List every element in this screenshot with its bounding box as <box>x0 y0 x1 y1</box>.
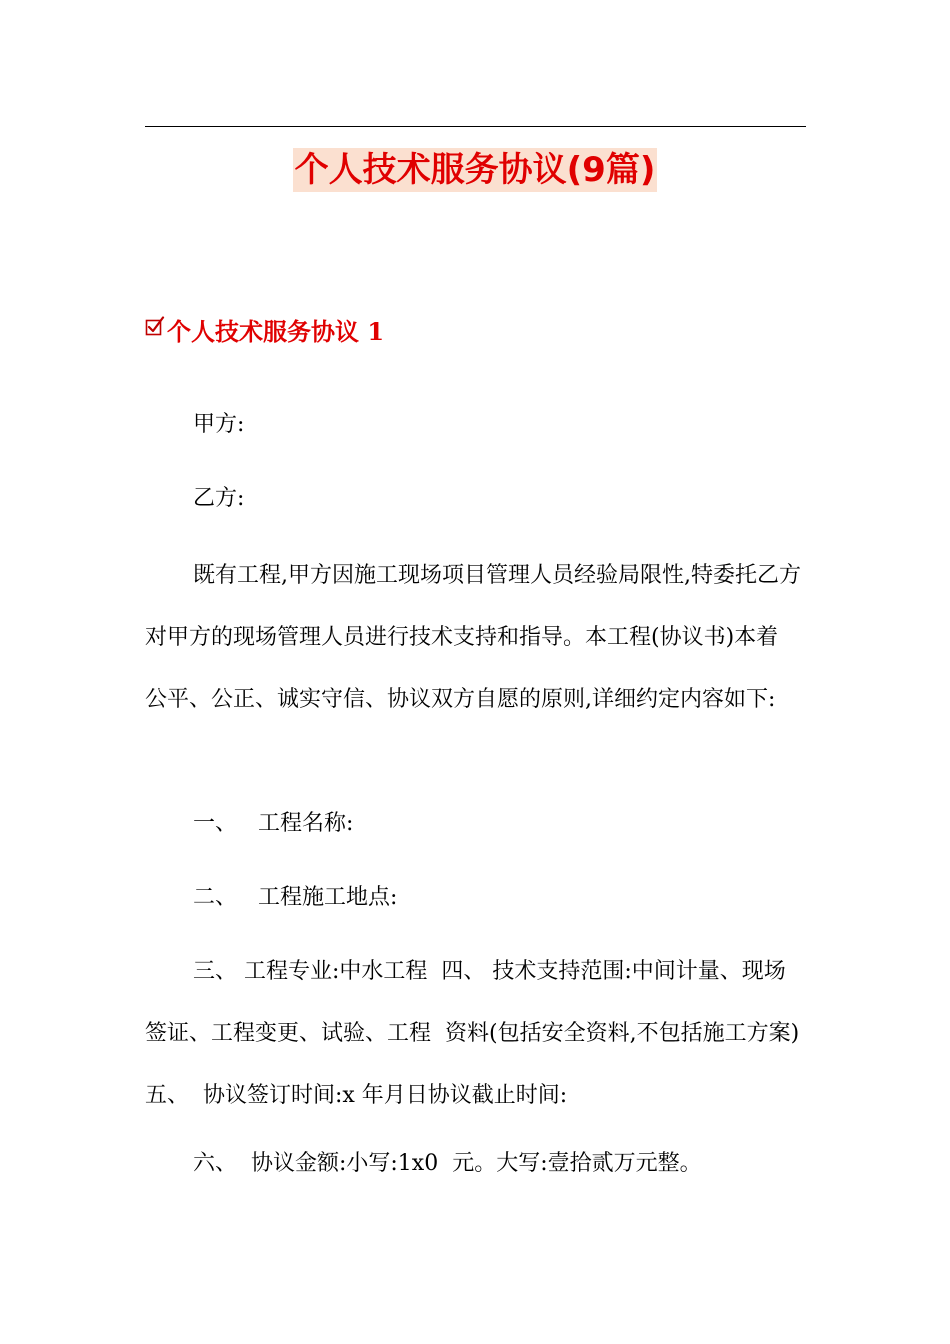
checked-box-icon <box>145 316 165 336</box>
intro-paragraph: 既有工程,甲方因施工现场项目管理人员经验局限性,特委托乙方 对甲方的现场管理人员进行技术支持和指导。本工程(协议书)本着 公平、公正、诚实守信、协议双方自愿的原则,详细约定内容如下: <box>145 563 808 712</box>
party-a-line: 甲方: <box>193 412 245 437</box>
section-heading <box>145 312 384 352</box>
party-b-line: 乙方: <box>193 486 245 511</box>
clause-project-name: 一、 工程名称: <box>193 811 354 836</box>
clause-scope-and-dates: 三、 工程专业:中水工程 四、 技术支持范围:中间计量、现场签证、工程变更、试验、工程 资料(包括安全资料,不包括施工方案) 五、 协议签订时间:x 年月日协议截止时间: <box>145 959 807 1108</box>
clause-amount: 六、 协议金额:小写:1x0 元。大写:壹拾贰万元整。 <box>193 1151 702 1176</box>
section-heading-label: 个人技术服务协议 1 <box>167 317 385 346</box>
document-title-text: 个人技术服务协议(9篇) <box>294 150 656 190</box>
top-divider <box>145 126 806 127</box>
document-title <box>0 148 950 192</box>
clause-project-location: 二、 工程施工地点: <box>193 885 398 910</box>
